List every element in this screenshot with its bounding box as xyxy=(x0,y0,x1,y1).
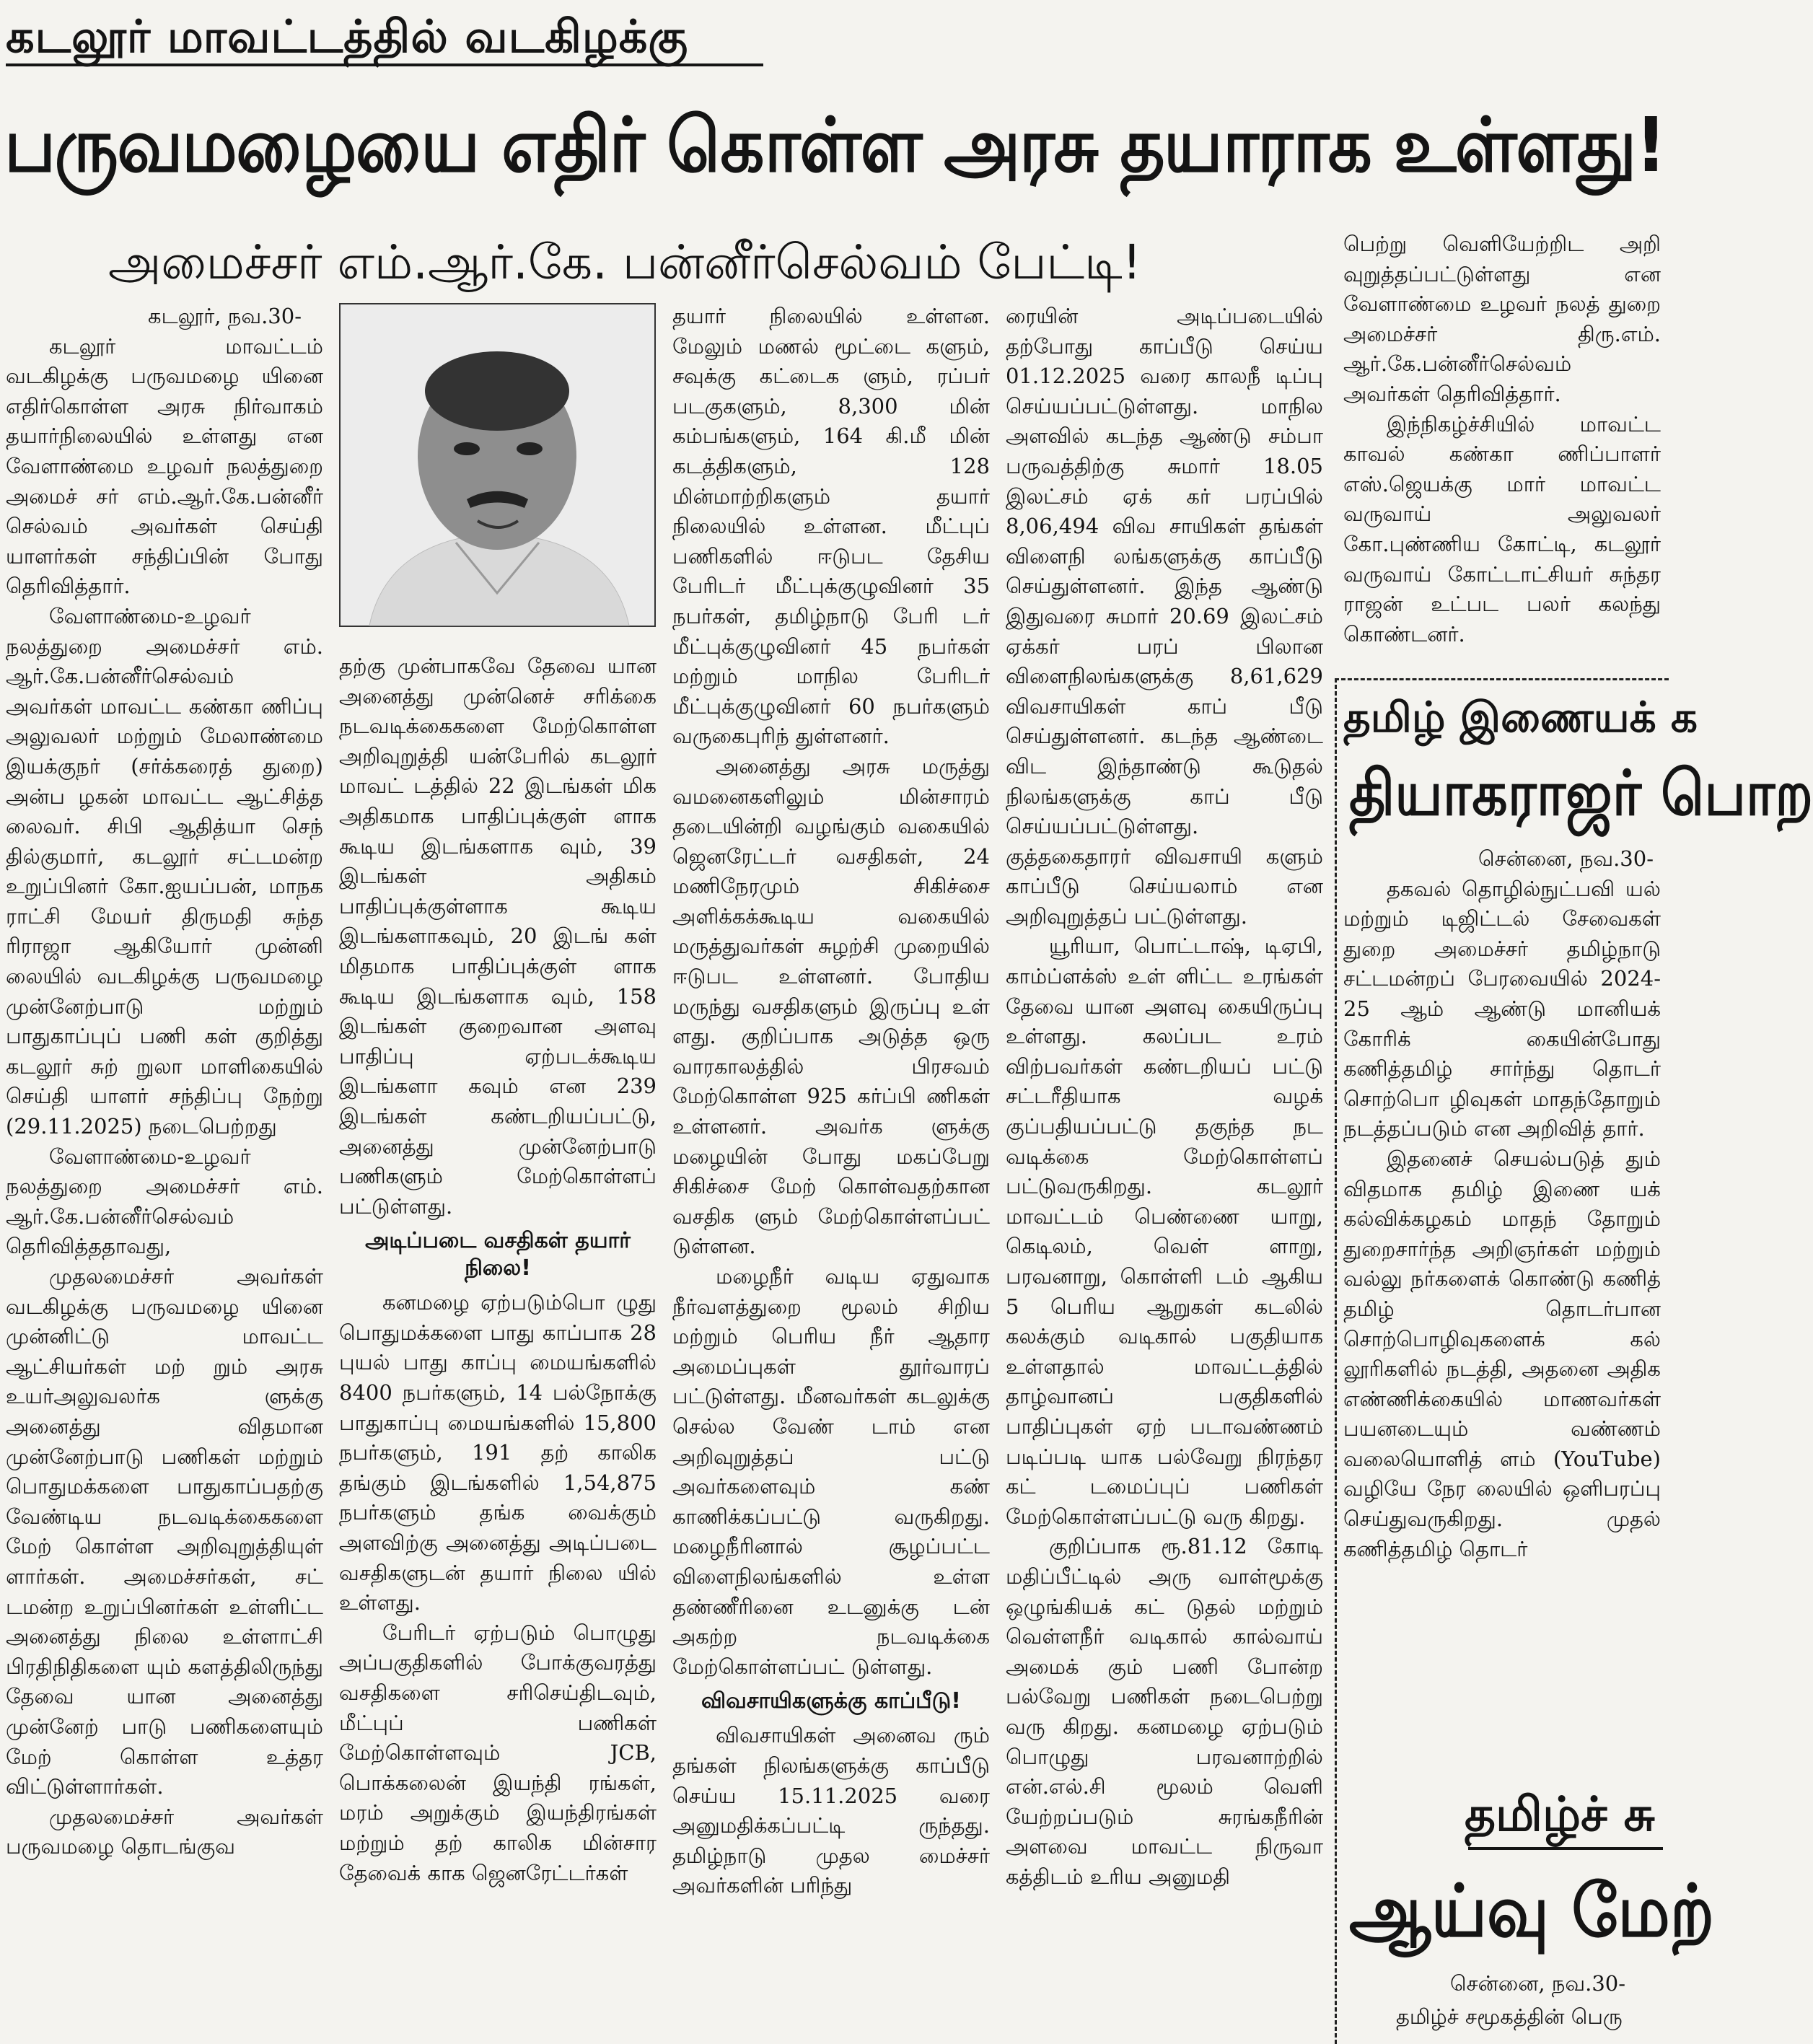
paragraph: இந்நிகழ்ச்சியில் மாவட்ட காவல் கண்கா ணிப்பாளர் எஸ்.ஜெயக்கு மார் மாவட்ட வருவாய் அலுவலர் கோ.புண்ணிய கோட்டி, கடலூர் வருவாய் கோட்டாட்சியர் சுந்தர ராஜன் உட்பட பலர் கலந்து கொண்டனர். xyxy=(1343,411,1661,646)
article-column-1 xyxy=(6,302,323,2036)
article-column-4 xyxy=(1006,302,1323,2036)
minister-photo xyxy=(339,303,656,627)
paragraph: தகவல் தொழில்நுட்பவி யல் மற்றும் டிஜிட்டல் சேவைகள் துறை அமைச்சர் தமிழ்நாடு சட்டமன்றப் பேரவையில் 2024-25 ஆம் ஆண்டு மானியக் கோரிக் கையின்போது கணித்தமிழ் சார்ந்து தொடர் சொற்பொ ழிவுகள் மாதந்தோறும் நடத்தப்படும் என அறிவித் தார். xyxy=(1343,876,1661,1141)
crosshead: விவசாயிகளுக்கு காப்பீடு! xyxy=(701,1688,961,1714)
sidebar-headline: தியாகராஜர் பொற xyxy=(1349,758,1813,830)
paragraph: குறிப்பாக ரூ.81.12 கோடி மதிப்பீட்டில் அரு வாள்மூக்கு ஒழுங்கியக் கட் டுதல் மற்றும் வெள்ளநீர் வடிகால் கால்வாய் அமைக் கும் பணி போன்ற பல்வேறு பணிகள் நடைபெற்று வரு கிறது. கனமழை ஏற்படும் பொழுது பரவனாற்றில் என்.எல்.சி மூலம் வெளி யேற்றப்படும் சுரங்கநீரின் அளவை மாவட்ட நிருவா கத்திடம் உரிய அனுமதி xyxy=(1006,1534,1323,1889)
sidebar-dateline: சென்னை, நவ.30- xyxy=(1478,846,1654,871)
sidebar-body xyxy=(1343,844,1661,1775)
article-column-2 xyxy=(339,652,657,2036)
paragraph: இதனைச் செயல்படுத் தும் விதமாக தமிழ் இணை யக் கல்விக்கழகம் மாதந் தோறும் துறைசார்ந்த அறிஞர்கள் மற்றும் வல்லு நர்களைக் கொண்டு கணித் தமிழ் தொடர்பான சொற்பொழிவுகளைக் கல் லூரிகளில் நடத்தி, அதனை அதிக எண்ணிக்கையில் மாணவர்கள் பயனடையும் வண்ணம் வலையொளித் ளம் (YouTube) வழியே நேர லையில் ஒளிபரப்பு செய்துவருகிறது. முதல் கணித்தமிழ் தொடர் xyxy=(1343,1146,1661,1561)
paragraph: ரையின் அடிப்படையில் தற்போது காப்பீடு செய்ய 01.12.2025 வரை காலநீ டிப்பு செய்யப்பட்டுள்ளது. மாநில அளவில் கடந்த ஆண்டு சம்பா பருவத்திற்கு சுமார் 18.05 இலட்சம் ஏக் கர் பரப்பில் 8,06,494 விவ சாயிகள் தங்கள் விளைநி லங்களுக்கு காப்பீடு செய்துள்ளனர். இந்த ஆண்டு இதுவரை சுமார் 20.69 இலட்சம் ஏக்கர் பரப் பிலான விளைநிலங்களுக்கு 8,61,629 விவசாயிகள் காப் பீடு செய்துள்ளனர். கடந்த ஆண்டை விட இந்தாண்டு கூடுதல் நிலங்களுக்கு காப் பீடு செய்யப்பட்டுள்ளது. குத்தகைதாரர் விவசாயி களும் காப்பீடு செய்யலாம் என அறிவுறுத்தப் பட்டுள்ளது. xyxy=(1006,304,1323,929)
sidebar-headline-2: ஆய்வு மேற் xyxy=(1349,1869,1715,1953)
kicker-rule xyxy=(6,63,763,66)
kicker: கடலூர் மாவட்டத்தில் வடகிழக்கு xyxy=(6,10,689,63)
portrait-image xyxy=(341,304,654,626)
paragraph: விவசாயிகள் அனைவ ரும் தங்கள் நிலங்களுக்கு காப்பீடு செய்ய 15.11.2025 வரை அனுமதிக்கப்பட்டி ருந்தது. தமிழ்நாடு முதல மைச்சர் அவர்களின் பரிந்து xyxy=(672,1723,990,1898)
headline: பருவமழையை எதிர் கொள்ள அரசு தயாராக உள்ளது! xyxy=(4,101,1666,189)
paragraph: கனமழை ஏற்படும்பொ ழுது பொதுமக்களை பாது காப்பாக 28 புயல் பாது காப்பு மையங்களில் 8400 நபர்களும், 14 பல்நோக்கு பாதுகாப்பு மையங்களில் 15,800 நபர்களும், 191 தற் காலிக தங்கும் இடங்களில் 1,54,875 நபர்களும் தங்க வைக்கும் அளவிற்கு அனைத்து அடிப்படை வசதிகளுடன் தயார் நிலை யில் உள்ளது. xyxy=(339,1290,657,1615)
paragraph: யூரியா, பொட்டாஷ், டிஏபி, காம்ப்ளக்ஸ் உள் ளிட்ட உரங்கள் தேவை யான அளவு கையிருப்பு உள்ளது. கலப்பட உரம் விற்பவர்கள் கண்டறியப் பட்டு சட்டரீதியாக வழக் குப்பதியப்பட்டு தகுந்த நட வடிக்கை மேற்கொள்ளப் பட்டுவருகிறது. கடலூர் மாவட்டம் பெண்ணை யாறு, கெடிலம், வெள் ளாறு, பரவனாறு, கொள்ளி டம் ஆகிய 5 பெரிய ஆறுகள் கடலில் கலக்கும் வடிகால் பகுதியாக உள்ளதால் மாவட்டத்தில் தாழ்வானப் பகுதிகளில் பாதிப்புகள் ஏற் படாவண்ணம் படிப்படி யாக பல்வேறு நிரந்தர கட் டமைப்புப் பணிகள் மேற்கொள்ளப்பட்டு வரு கிறது. xyxy=(1006,934,1323,1529)
paragraph: பேரிடர் ஏற்படும் பொழுது அப்பகுதிகளில் போக்குவரத்து வசதிகளை சரிசெய்திடவும், மீட்புப் பணிகள் மேற்கொள்ளவும் JCB, பொக்கலைன் இயந்தி ரங்கள், மரம் அறுக்கும் இயந்திரங்கள் மற்றும் தற் காலிக மின்சார தேவைக் காக ஜெனரேட்டர்கள் xyxy=(339,1620,657,1885)
paragraph: தயார் நிலையில் உள்ளன. மேலும் மணல் மூட்டை களும், சவுக்கு கட்டைக ளும், ரப்பர் படகுகளும், 8,300 மின் கம்பங்களும், 164 கி.மீ மின் கடத்திகளும், 128 மின்மாற்றிகளும் தயார் நிலையில் உள்ளன. மீட்புப் பணிகளில் ஈடுபட தேசிய பேரிடர் மீட்புக்குழுவினர் 35 நபர்கள், தமிழ்நாடு பேரி டர் மீட்புக்குழுவினர் 45 நபர்கள் மற்றும் மாநில பேரிடர் மீட்புக்குழுவினர் 60 நபர்களும் வருகைபுரிந் துள்ளனர். xyxy=(672,304,990,749)
paragraph: மழைநீர் வடிய ஏதுவாக நீர்வளத்துறை மூலம் சிறிய மற்றும் பெரிய நீர் ஆதார அமைப்புகள் தூர்வாரப் பட்டுள்ளது. மீனவர்கள் கடலுக்கு செல்ல வேண் டாம் என அறிவுறுத்தப் பட்டு அவர்களைவும் கண் காணிக்கப்பட்டு வருகிறது. மழைநீரினால் சூழப்பட்ட விளைநிலங்களில் உள்ள தண்ணீரினை உடனுக்கு டன் அகற்ற நடவடிக்கை மேற்கொள்ளப்பட் டுள்ளது. xyxy=(672,1264,990,1679)
paragraph: தற்கு முன்பாகவே தேவை யான அனைத்து முன்னெச் சரிக்கை நடவடிக்கைகளை மேற்கொள்ள அறிவுறுத்தி யன்பேரில் கடலூர் மாவட் டத்தில் 22 இடங்கள் மிக அதிகமாக பாதிப்புக்குள் ளாக கூடிய இடங்களாக வும், 39 இடங்கள் அதிகம் பாதிப்புக்குள்ளாக கூடிய இடங்களாகவும், 20 இடங் கள் மிதமாக பாதிப்புக்குள் ளாக கூடிய இடங்களாக வும், 158 இடங்கள் குறைவான அளவு பாதிப்பு ஏற்படக்கூடிய இடங்களா கவும் என 239 இடங்கள் கண்டறியப்பட்டு, அனைத்து முன்னேற்பாடு பணிகளும் மேற்கொள்ளப் பட்டுள்ளது. xyxy=(339,654,657,1219)
sidebar-dateline-2: சென்னை, நவ.30- xyxy=(1450,1971,1626,1996)
crosshead: அடிப்படை வசதிகள் தயார் நிலை! xyxy=(365,1228,631,1281)
sidebar-kicker: தமிழ் இணையக் க xyxy=(1343,693,1698,742)
sidebar-kicker-2: தமிழ்ச் சு xyxy=(1465,1786,1655,1842)
paragraph: கடலூர் மாவட்டம் வடகிழக்கு பருவமழை யினை எதிர்கொள்ள அரசு நிர்வாகம் தயார்நிலையில் உள்ளது என வேளாண்மை உழவர் நலத்துறை அமைச் சர் எம்.ஆர்.கே.பன்னீர் செல்வம் அவர்கள் செய்தி யாளர்கள் சந்திப்பின் போது தெரிவித்தார். xyxy=(6,333,323,599)
sidebar-kicker-2-rule xyxy=(1468,1847,1663,1850)
dateline: கடலூர், நவ.30- xyxy=(148,304,302,328)
paragraph: பெற்று வெளியேற்றிட அறி வுறுத்தப்பட்டுள்ளது என வேளாண்மை உழவர் நலத் துறை அமைச்சர் திரு.எம். ஆர்.கே.பன்னீர்செல்வம் அவர்கள் தெரிவித்தார். xyxy=(1343,232,1661,406)
paragraph: முதலமைச்சர் அவர்கள் வடகிழக்கு பருவமழை யினை முன்னிட்டு மாவட்ட ஆட்சியர்கள் மற் றும் அரசு உயர்அலுவலர்க ளுக்கு அனைத்து விதமான முன்னேற்பாடு பணிகள் மற்றும் பொதுமக்களை பாதுகாப்பதற்கு வேண்டிய நடவடிக்கைகளை மேற் கொள்ள அறிவுறுத்தியுள் ளார்கள். அமைச்சர்கள், சட் டமன்ற உறுப்பினர்கள் உள்ளிட்ட அனைத்து நிலை உள்ளாட்சி பிரதிநிதிகளை யும் களத்திலிருந்து தேவை யான அனைத்து முன்னேற் பாடு பணிகளையும் மேற் கொள்ள உத்தர விட்டுள்ளார்கள். xyxy=(6,1264,323,1799)
subhead: அமைச்சர் எம்.ஆர்.கே. பன்னீர்செல்வம் பேட்டி! xyxy=(108,234,1142,290)
paragraph: முதலமைச்சர் அவர்கள் பருவமழை தொடங்குவ xyxy=(6,1804,323,1859)
paragraph: அனைத்து அரசு மருத்து வமனைகளிலும் மின்சாரம் தடையின்றி வழங்கும் வகையில் ஜெனரேட்டர் வசதிகள், 24 மணிநேரமும் சிகிச்சை அளிக்கக்கூடிய வகையில் மருத்துவர்கள் சுழற்சி முறையில் ஈடுபட உள்ளனர். போதிய மருந்து வசதிகளும் இருப்பு உள் ளது. குறிப்பாக அடுத்த ஒரு வாரகாலத்தில் பிரசவம் மேற்கொள்ள 925 கர்ப்பி ணிகள் உள்ளனர். அவர்க ளுக்கு மழையின் போது மகப்பேறு சிகிச்சை மேற் கொள்வதற்கான வசதிக ளும் மேற்கொள்ளப்பட் டுள்ளன. xyxy=(672,753,990,1259)
sidebar-tail: தமிழ்ச் சமூகத்தின் பெரு xyxy=(1396,2004,1623,2029)
article-column-5 xyxy=(1343,229,1661,670)
paragraph: வேளாண்மை-உழவர் நலத்துறை அமைச்சர் எம். ஆர்.கே.பன்னீர்செல்வம் தெரிவித்ததாவது, xyxy=(6,1144,323,1259)
paragraph: வேளாண்மை-உழவர் நலத்துறை அமைச்சர் எம். ஆர்.கே.பன்னீர்செல்வம் அவர்கள் மாவட்ட கண்கா ணிப்பு அலுவலர் மற்றும் மேலாண்மை இயக்குநர் (சர்க்கரைத் துறை) அன்ப ழகன் மாவட்ட ஆட்சித்த லைவர். சிபி ஆதித்யா செந் தில்குமார், கடலூர் சட்டமன்ற உறுப்பினர் கோ.ஐயப்பன், மாநக ராட்சி மேயர் திருமதி சுந்த ரிராஜா ஆகியோர் முன்னி லையில் வடகிழக்கு பருவமழை முன்னேற்பாடு மற்றும் பாதுகாப்புப் பணி கள் குறித்து கடலூர் சுற் றுலா மாளிகையில் செய்தி யாளர் சந்திப்பு நேற்று (29.11.2025) நடைபெற்றது xyxy=(6,603,323,1139)
article-column-3 xyxy=(672,302,990,2036)
